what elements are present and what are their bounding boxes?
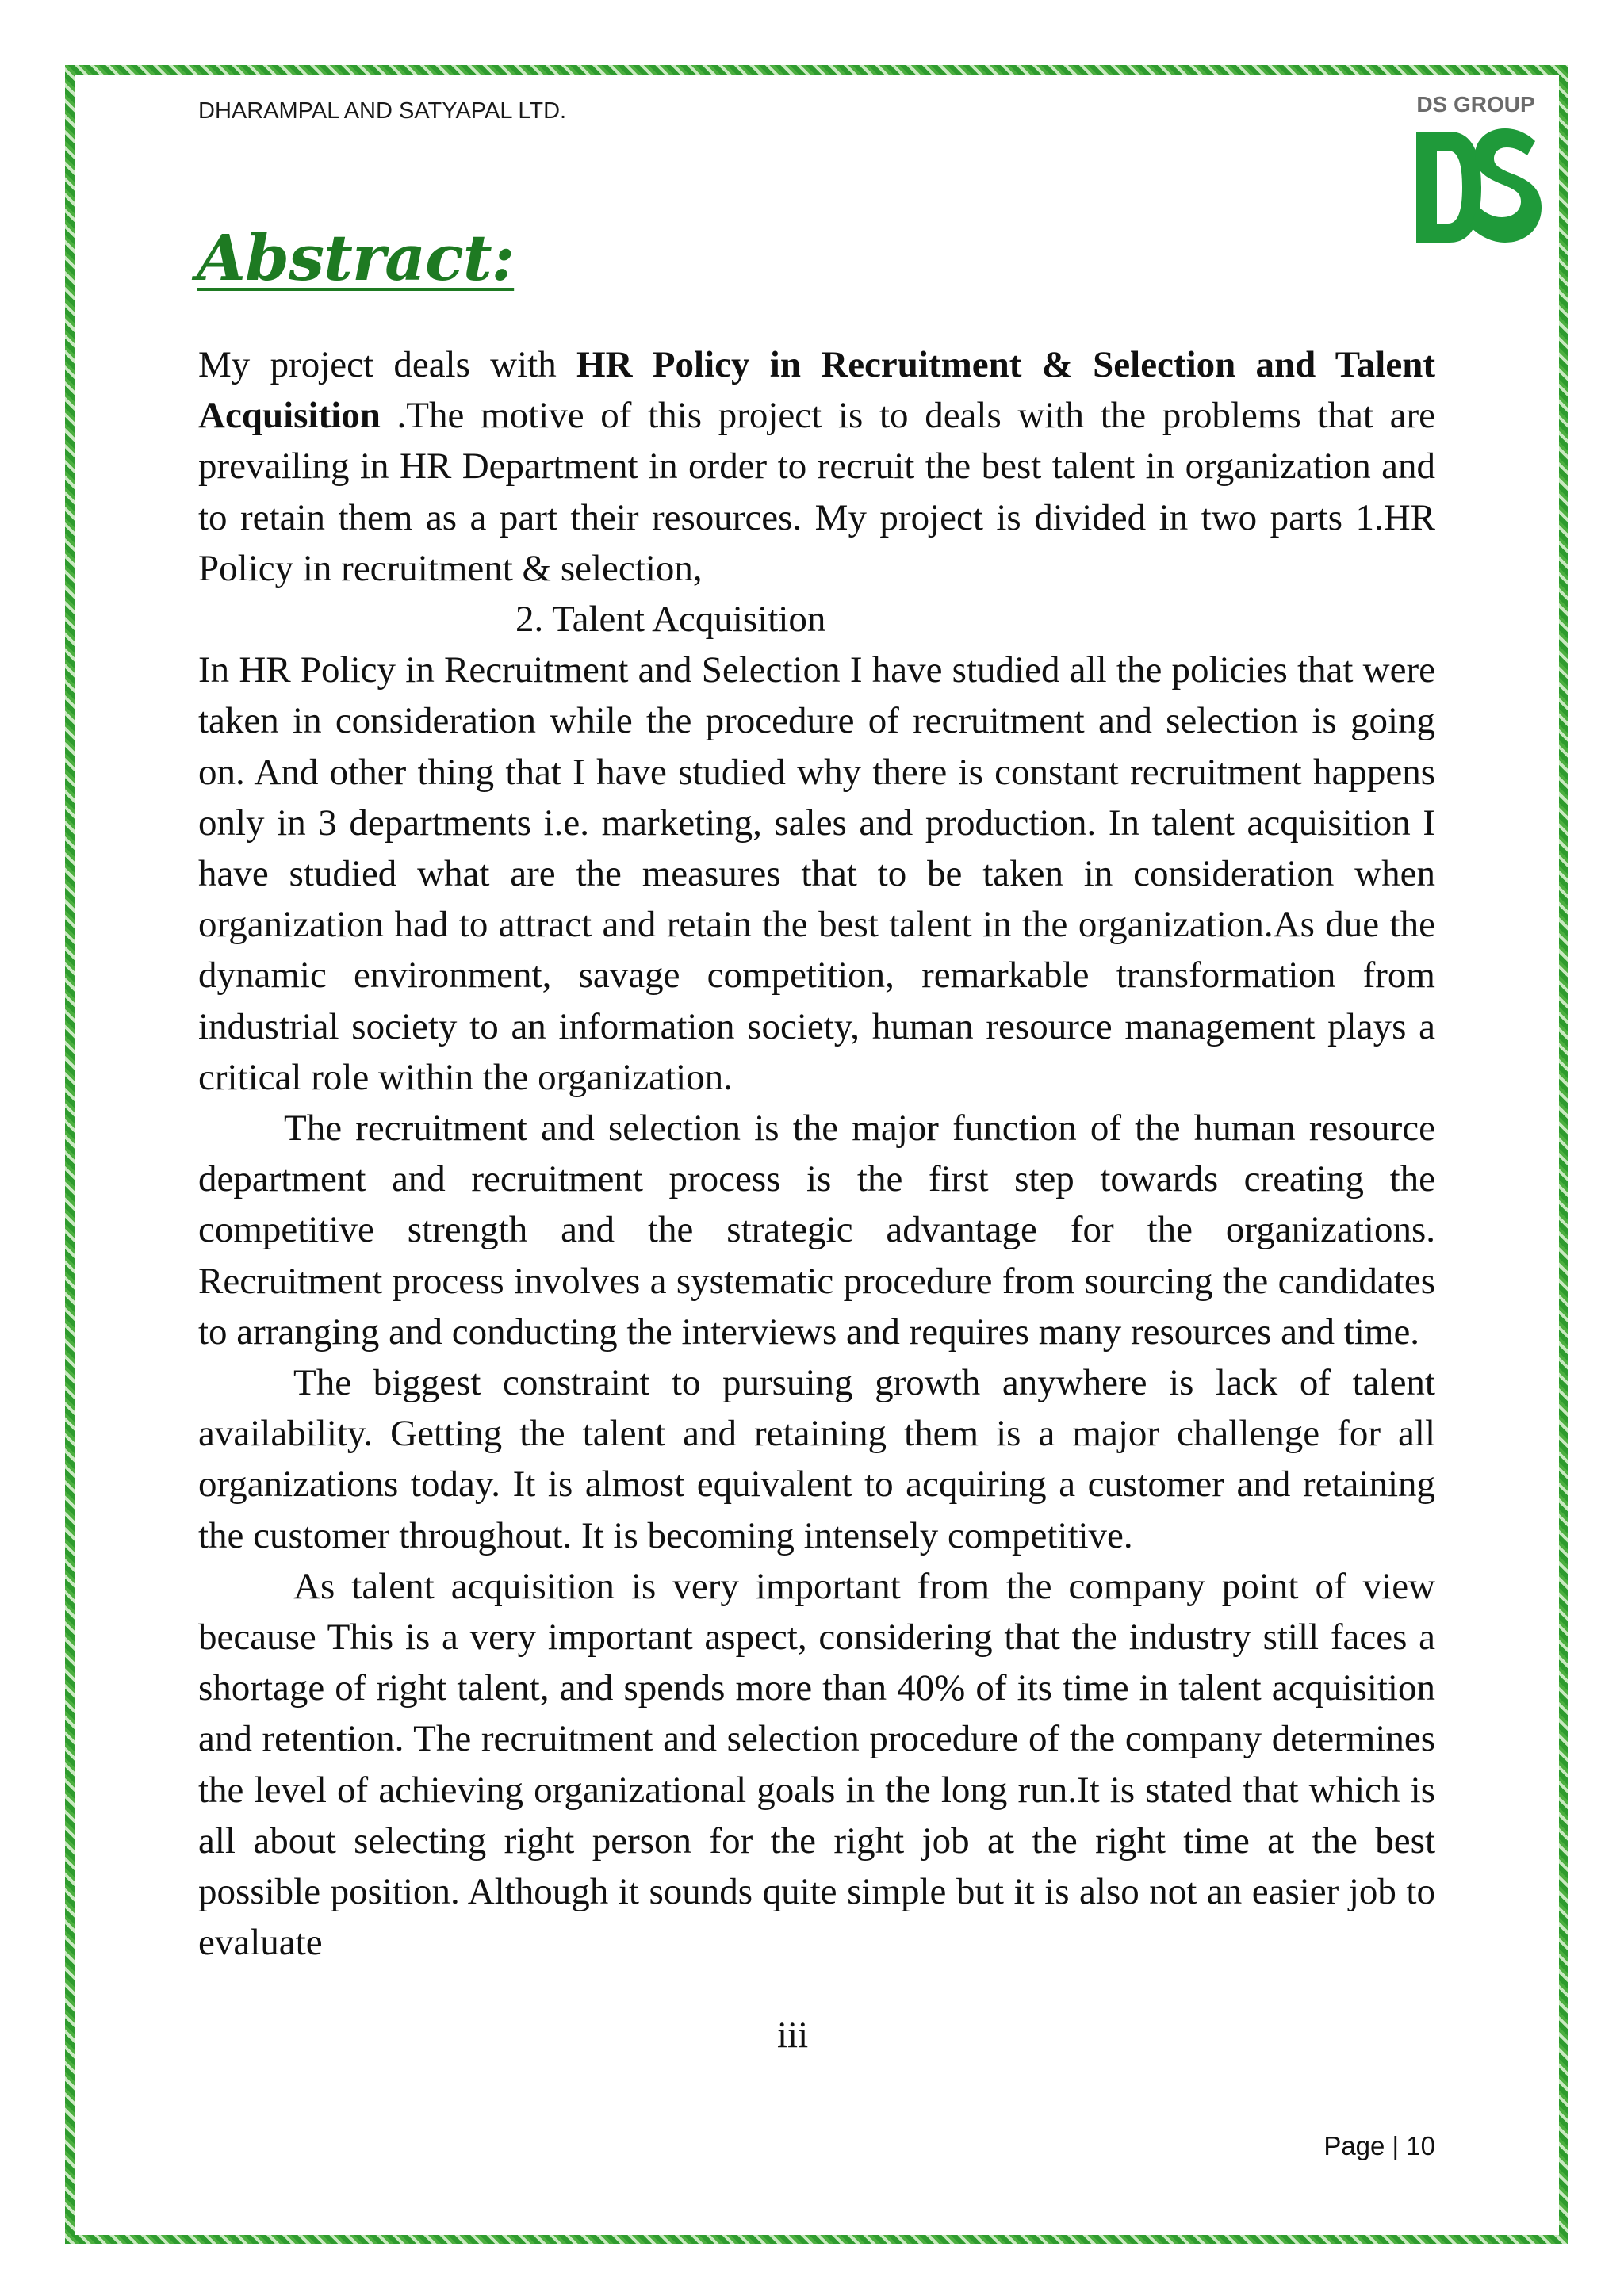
paragraph-intro [198, 339, 1435, 594]
paragraph-recruitment: The recruitment and selection is the major function of the human resource department and recruitment process is the first step towards creating the competitive strength and the strategic advantage for the organizations. Recruitment process involves a systematic procedure from sourcing the candidates to arranging and conducting the interviews and requires many resources and time. [198, 1108, 1435, 1353]
intro-text-start: My project deals with [198, 344, 577, 385]
ds-logo-icon [1408, 92, 1543, 251]
logo-caption: DS GROUP [1416, 92, 1535, 117]
abstract-heading: Abstract: [197, 220, 515, 295]
abstract-body [198, 339, 1435, 1969]
intro-text-end: .The motive of this project is to deals with the problems that are prevailing in HR Department in order to recruit the best talent in organization and to retain them as a part their resources. My project is divided in two parts 1.HR Policy in recruitment & selection, [198, 395, 1435, 589]
paragraph-constraint: The biggest constraint to pursuing growth anywhere is lack of talent availability. Getting the talent and retaining them is a major challenge for all organizations today. It is almost equivalent to acquiring a customer and retaining the customer throughout. It is becoming intensely competitive. [198, 1362, 1435, 1556]
paragraph-talent-importance: As talent acquisition is very important from the company point of view because This is a very important aspect, considering that the industry still faces a shortage of right talent, and spends more than 40% of its time in talent acquisition and retention. The recruitment and selection procedure of the company determines the level of achieving organizational goals in the long run.It is stated that which is all about selecting right person for the right job at the right time at the best possible position. Although it sounds quite simple but it is also not an easier job to evaluate [198, 1565, 1435, 1964]
page-number-footer: Page | 10 [1323, 2131, 1435, 2160]
paragraph-hr-policy: In HR Policy in Recruitment and Selection I have studied all the policies that were taken in consideration while the procedure of recruitment and selection is going on. And other thing that I have studied why there is constant recruitment happens only in 3 departments i.e. marketing, sales and production. In talent acquisition I have studied what are the measures that to be taken in consideration when organization had to attract and retain the best talent in the organization.As due the dynamic environment, savage competition, remarkable transformation from industrial society to an information society, human resource management plays a critical role within the organization. [198, 649, 1435, 1098]
project-title-bold: HR Policy in Recruitment & Selection and Talent Acquisition [198, 344, 1435, 437]
ds-group-logo [1408, 92, 1543, 251]
company-header: DHARAMPAL AND SATYAPAL LTD. [198, 98, 567, 124]
roman-page-number: iii [777, 2015, 809, 2056]
list-item-talent-acquisition: 2. Talent Acquisition [515, 599, 826, 641]
